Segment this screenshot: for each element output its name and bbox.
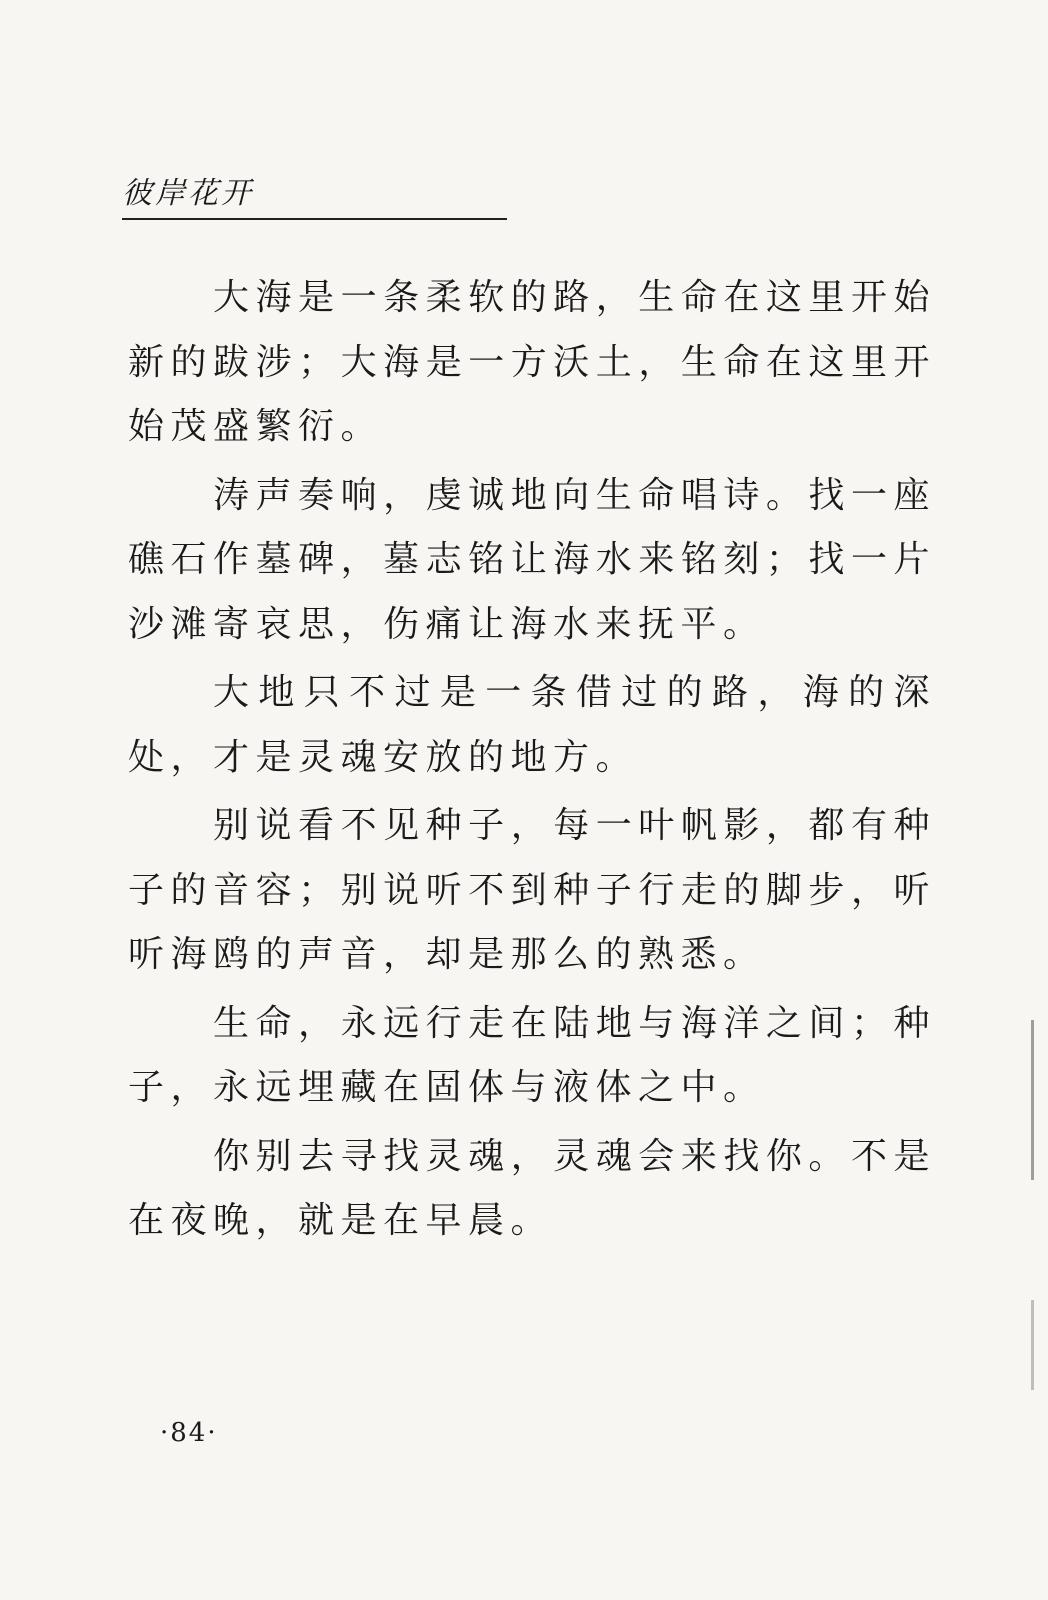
paragraph-3: 大地只不过是一条借过的路，海的深处，才是灵魂安放的地方。 bbox=[128, 672, 936, 778]
header-title: 彼岸花开 bbox=[122, 176, 254, 211]
page-number: ·84· bbox=[160, 1418, 218, 1448]
paragraph-5: 生命，永远行走在陆地与海洋之间；种子，永远埋藏在固体与液体之中。 bbox=[128, 1002, 936, 1108]
running-header bbox=[122, 176, 507, 220]
paragraph-6: 你别去寻找灵魂，灵魂会来找你。不是在夜晚，就是在早晨。 bbox=[128, 1135, 936, 1241]
paragraph-4: 别说看不见种子，每一叶帆影，都有种子的音容；别说听不到种子行走的脚步，听听海鸥的声音，却是那么的熟悉。 bbox=[128, 805, 936, 975]
body-text bbox=[128, 266, 936, 1258]
scan-edge-mark bbox=[1031, 1300, 1034, 1390]
paragraph-1: 大海是一条柔软的路，生命在这里开始新的跋涉；大海是一方沃土，生命在这里开始茂盛繁衍。 bbox=[128, 277, 936, 447]
scan-edge-mark bbox=[1031, 1020, 1034, 1180]
paragraph-2: 涛声奏响，虔诚地向生命唱诗。找一座礁石作墓碑，墓志铭让海水来铭刻；找一片沙滩寄哀思，伤痛让海水来抚平。 bbox=[128, 474, 936, 645]
